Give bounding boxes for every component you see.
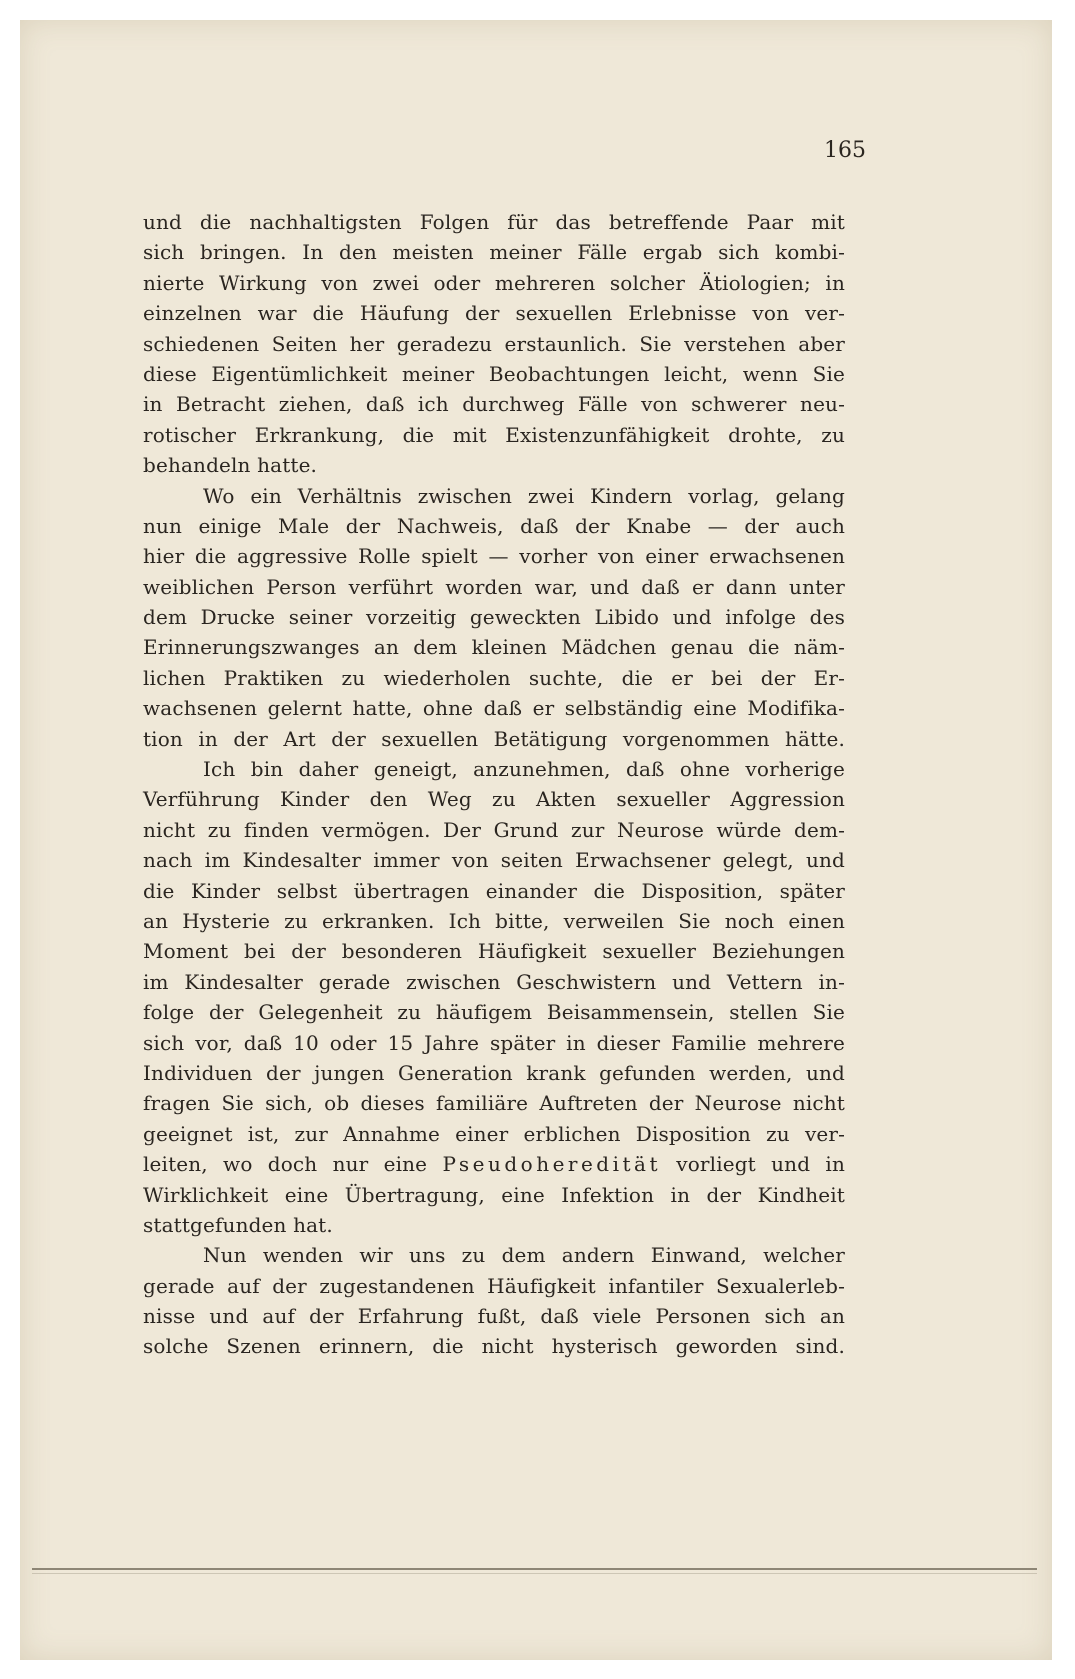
text-line: fragen Sie sich, ob dieses familiäre Auftreten der Neurose nicht — [143, 1091, 845, 1116]
text-line: nun einige Male der Nachweis, daß der Knabe — der auch — [143, 513, 845, 538]
text-fragment: vorliegt und in — [676, 1152, 845, 1177]
text-line: geeignet ist, zur Annahme einer erblichen Disposition zu ver- — [143, 1121, 845, 1146]
text-line: einzelnen war die Häufung der sexuellen Erlebnisse von ver- — [143, 301, 845, 326]
text-line: sich vor, daß 10 oder 15 Jahre später in dieser Familie mehrere — [143, 1030, 845, 1055]
text-line: stattgefunden hat. — [143, 1212, 333, 1237]
text-line: diese Eigentümlichkeit meiner Beobachtungen leicht, wenn Sie — [143, 361, 845, 386]
text-line: behandeln hatte. — [143, 453, 318, 478]
bottom-rule-shadow — [32, 1573, 1037, 1574]
text-line: im Kindesalter gerade zwischen Geschwistern und Vettern in- — [143, 969, 845, 994]
text-line: nierte Wirkung von zwei oder mehreren solcher Ätiologien; in — [143, 270, 845, 295]
text-line: schiedenen Seiten her geradezu erstaunlich. Sie verstehen aber — [143, 331, 845, 356]
text-line: die Kinder selbst übertragen einander die Disposition, später — [143, 878, 845, 903]
text-line: nach im Kindesalter immer von seiten Erwachsener gelegt, und — [143, 848, 845, 873]
text-line: Verführung Kinder den Weg zu Akten sexueller Aggression — [143, 787, 845, 812]
text-fragment: leiten, wo doch nur eine — [143, 1152, 428, 1177]
body-text — [143, 207, 845, 1362]
text-line: wachsenen gelernt hatte, ohne daß er selbständig eine Modifika- — [143, 696, 845, 721]
emphasized-term: Pseudoheredität — [442, 1152, 662, 1177]
text-line: weiblichen Person verführt worden war, und daß er dann unter — [143, 574, 845, 599]
text-line: tion in der Art der sexuellen Betätigung vorgenommen hätte. — [143, 726, 845, 751]
text-line: und die nachhaltigsten Folgen für das betreffende Paar mit — [143, 210, 845, 234]
text-line: nicht zu finden vermögen. Der Grund zur Neurose würde dem- — [143, 817, 845, 842]
text-line: nisse und auf der Erfahrung fußt, daß viele Personen sich an — [143, 1304, 845, 1329]
book-page — [20, 20, 1052, 1660]
text-line: dem Drucke seiner vorzeitig geweckten Libido und infolge des — [143, 605, 845, 630]
bottom-rule — [32, 1568, 1037, 1570]
text-line: lichen Praktiken zu wiederholen suchte, die er bei der Er- — [143, 665, 845, 690]
paragraph-start-line: Ich bin daher geneigt, anzunehmen, daß ohne vorherige — [203, 757, 845, 782]
text-line: folge der Gelegenheit zu häufigem Beisammensein, stellen Sie — [143, 1000, 845, 1025]
text-line: Moment bei der besonderen Häufigkeit sexueller Beziehungen — [143, 939, 845, 964]
paragraph-start-line: Wo ein Verhältnis zwischen zwei Kindern vorlag, gelang — [203, 483, 845, 508]
text-line: Individuen der jungen Generation krank gefunden werden, und — [143, 1060, 845, 1085]
text-line: sich bringen. In den meisten meiner Fälle ergab sich kombi- — [143, 240, 845, 265]
text-line: in Betracht ziehen, daß ich durchweg Fälle von schwerer neu- — [143, 392, 845, 417]
text-line: gerade auf der zugestandenen Häufigkeit infantiler Sexualerleb- — [143, 1273, 845, 1298]
text-line: hier die aggressive Rolle spielt — vorher von einer erwachsenen — [143, 544, 845, 569]
text-line: an Hysterie zu erkranken. Ich bitte, verweilen Sie noch einen — [143, 908, 845, 933]
text-line: Wirklichkeit eine Übertragung, eine Infektion in der Kindheit — [143, 1182, 845, 1207]
page-number: 165 — [824, 138, 866, 163]
text-line: rotischer Erkrankung, die mit Existenzunfähigkeit drohte, zu — [143, 422, 845, 447]
text-line: solche Szenen erinnern, die nicht hysterisch geworden sind. — [143, 1334, 845, 1359]
paragraph-start-line: Nun wenden wir uns zu dem andern Einwand, welcher — [203, 1243, 845, 1268]
text-line — [143, 1149, 845, 1179]
text-line: Erinnerungszwanges an dem kleinen Mädchen genau die näm- — [143, 635, 845, 660]
